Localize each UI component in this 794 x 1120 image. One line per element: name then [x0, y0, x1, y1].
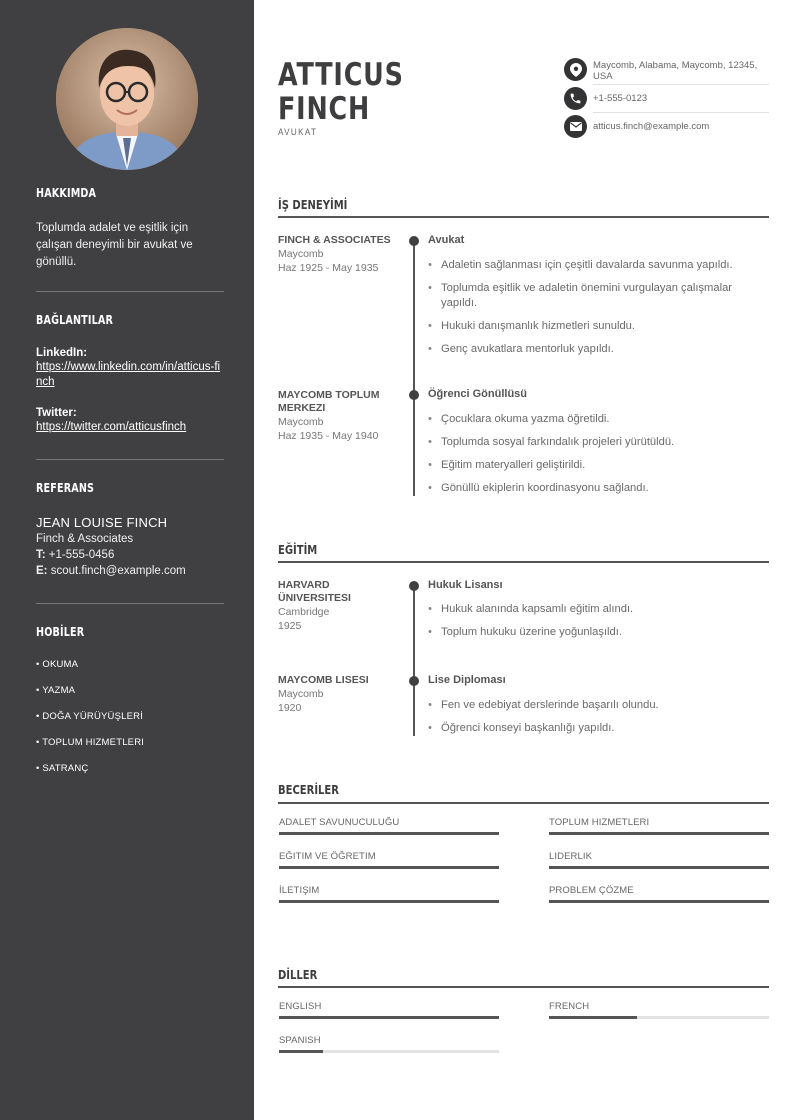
language-bar-fill: [549, 1016, 637, 1019]
contact-divider: [593, 84, 769, 85]
job-title: AVUKAT: [278, 127, 318, 137]
experience-heading: İŞ DENEYİMİ: [278, 197, 348, 212]
profile-photo: [56, 28, 198, 170]
responsibility-item: • Eğitim materyalleri geliştirildi.: [428, 458, 768, 473]
reference-email: scout.finch@example.com: [50, 565, 186, 577]
timeline-dot: [409, 236, 419, 246]
skill-bar-track: [549, 866, 769, 869]
email-text: atticus.finch@example.com: [593, 121, 710, 132]
phone-text: +1-555-0123: [593, 93, 648, 104]
language-bar-track: [279, 1016, 499, 1019]
section-rule: [278, 986, 769, 988]
language-item: [549, 1001, 769, 1012]
education-timeline: [413, 585, 415, 736]
achievement-item: • Toplum hukuku üzerine yoğunlaşıldı.: [428, 625, 768, 640]
link-twitter: [36, 407, 224, 435]
about-section: [36, 186, 224, 200]
achievement-item: • Fen ve edebiyat derslerinde başarılı olundu.: [428, 698, 768, 713]
reference-name: JEAN LOUISE FINCH: [36, 515, 168, 530]
skill-bar-fill: [279, 866, 499, 869]
address-text: Maycomb, Alabama, Maycomb, 12345, USA: [593, 60, 758, 82]
responsibility-item: • Gönüllü ekiplerin koordinasyonu sağlandı.: [428, 481, 768, 496]
timeline-dot: [409, 676, 419, 686]
responsibility-item: • Çocuklara okuma yazma öğretildi.: [428, 412, 768, 427]
language-item: [279, 1035, 499, 1046]
reference-email-label: E:: [36, 565, 48, 577]
reference-phone-label: T:: [36, 549, 46, 561]
skill-bar-fill: [549, 866, 769, 869]
skill-label: TOPLUM HIZMETLERI: [549, 817, 650, 828]
position-title: Avukat: [428, 234, 465, 246]
about-heading: HAKKIMDA: [36, 186, 97, 200]
name-first: ATTICUS: [278, 57, 404, 93]
sidebar-divider: [36, 603, 224, 604]
skill-bar-track: [549, 832, 769, 835]
experience-entry-meta: [278, 389, 398, 443]
graduation-year: 1920: [278, 702, 302, 714]
responsibility-item: • Toplumda eşitlik ve adaletin önemini vurgulayan çalışmalar yapıldı.: [428, 281, 768, 311]
responsibility-item: • Genç avukatlara mentorluk yapıldı.: [428, 342, 768, 357]
language-bar-track: [279, 1050, 499, 1053]
hobby-item: • TOPLUM HIZMETLERI: [36, 737, 145, 748]
position-title: Öğrenci Gönüllüsü: [428, 388, 528, 400]
links-heading: BAĞLANTILAR: [36, 313, 114, 327]
skill-bar-fill: [549, 900, 769, 903]
language-label: SPANISH: [279, 1035, 321, 1046]
reference-details: [36, 515, 224, 579]
language-bar-track: [549, 1016, 769, 1019]
skill-item: [279, 851, 499, 862]
link-linkedin: [36, 347, 224, 390]
achievement-item: • Hukuk alanında kapsamlı eğitim alındı.: [428, 602, 768, 617]
sidebar-divider: [36, 291, 224, 292]
education-entry-meta: [278, 674, 398, 715]
skill-bar-fill: [549, 832, 769, 835]
skill-item: [549, 851, 769, 862]
reference-heading: REFERANS: [36, 481, 95, 495]
envelope-icon: [564, 115, 587, 138]
responsibility-item: • Adaletin sağlanması için çeşitli davalarda savunma yapıldı.: [428, 258, 768, 273]
experience-entry-meta: [278, 234, 398, 275]
skill-label: İLETIŞIM: [279, 885, 320, 896]
education-heading: EĞİTİM: [278, 542, 318, 557]
linkedin-label: LinkedIn:: [36, 347, 88, 359]
organization-name: FINCH & ASSOCIATES: [278, 234, 391, 246]
name-last: FINCH: [278, 91, 371, 127]
about-text: Toplumda adalet ve eşitlik için çalışan deneyimli bir avukat ve gönüllü.: [36, 222, 193, 268]
section-rule: [278, 802, 769, 804]
language-bar-fill: [279, 1016, 499, 1019]
skills-heading: BECERİLER: [278, 782, 339, 797]
hobby-item: • SATRANÇ: [36, 763, 89, 774]
skill-item: [279, 885, 499, 896]
skill-item: [279, 817, 499, 828]
reference-section: [36, 481, 224, 495]
contact-divider: [593, 112, 769, 113]
school-location: Maycomb: [278, 688, 324, 700]
hobby-item: • OKUMA: [36, 659, 79, 670]
contact-phone: [564, 87, 769, 115]
employment-dates: Haz 1925 - May 1935: [278, 262, 379, 274]
language-label: ENGLISH: [279, 1001, 322, 1012]
person-name: [278, 58, 404, 126]
school-name: MAYCOMB LISESI: [278, 674, 369, 686]
school-location: Cambridge: [278, 606, 330, 618]
skill-bar-track: [279, 866, 499, 869]
linkedin-url[interactable]: https://www.linkedin.com/in/atticus-finch: [36, 361, 221, 388]
contact-email: [564, 115, 769, 143]
location-pin-icon: [564, 58, 587, 81]
responsibility-item: • Toplumda sosyal farkındalık projeleri yürütüldü.: [428, 435, 768, 450]
reference-email-row: [36, 563, 224, 579]
sidebar-divider: [36, 459, 224, 460]
contact-address: [564, 58, 769, 86]
language-bar-fill: [279, 1050, 323, 1053]
language-item: [279, 1001, 499, 1012]
skill-bar-fill: [279, 832, 499, 835]
organization-location: Maycomb: [278, 248, 324, 260]
section-rule: [278, 561, 769, 563]
degree-title: Lise Diploması: [428, 674, 506, 686]
hobbies-section: [36, 625, 224, 639]
degree-title: Hukuk Lisansı: [428, 579, 503, 591]
language-label: FRENCH: [549, 1001, 590, 1012]
graduation-year: 1925: [278, 620, 302, 632]
links-section: [36, 313, 224, 327]
phone-icon: [564, 87, 587, 110]
organization-name: MAYCOMB TOPLUM MERKEZI: [278, 389, 380, 414]
education-entry-meta: [278, 579, 398, 633]
hobbies-heading: HOBİLER: [36, 625, 85, 639]
languages-heading: DİLLER: [278, 967, 318, 982]
employment-dates: Haz 1935 - May 1940: [278, 430, 379, 442]
experience-timeline: [413, 240, 415, 496]
hobby-item: • DOĞA YÜRÜYÜŞLERİ: [36, 711, 144, 722]
skill-item: [549, 885, 769, 896]
skill-label: LIDERLIK: [549, 851, 593, 862]
timeline-dot: [409, 581, 419, 591]
skill-item: [549, 817, 769, 828]
skill-bar-fill: [279, 900, 499, 903]
twitter-label: Twitter:: [36, 407, 77, 419]
reference-phone-row: [36, 547, 224, 563]
hobby-item: • YAZMA: [36, 685, 76, 696]
reference-phone: +1-555-0456: [48, 549, 115, 561]
skill-label: ADALET SAVUNUCULUĞU: [279, 817, 400, 828]
reference-company: Finch & Associates: [36, 533, 134, 545]
responsibility-item: • Hukuki danışmanlık hizmetleri sunuldu.: [428, 319, 768, 334]
skill-label: EĞITIM VE ÖĞRETIM: [279, 851, 376, 862]
skill-bar-track: [279, 900, 499, 903]
section-rule: [278, 216, 769, 218]
timeline-dot: [409, 390, 419, 400]
skill-label: PROBLEM ÇÖZME: [549, 885, 634, 896]
skill-bar-track: [279, 832, 499, 835]
skill-bar-track: [549, 900, 769, 903]
achievement-item: • Öğrenci konseyi başkanlığı yapıldı.: [428, 721, 768, 736]
school-name: HARVARD ÜNIVERSITESI: [278, 579, 351, 604]
twitter-url[interactable]: https://twitter.com/atticusfinch: [36, 421, 187, 433]
organization-location: Maycomb: [278, 416, 324, 428]
